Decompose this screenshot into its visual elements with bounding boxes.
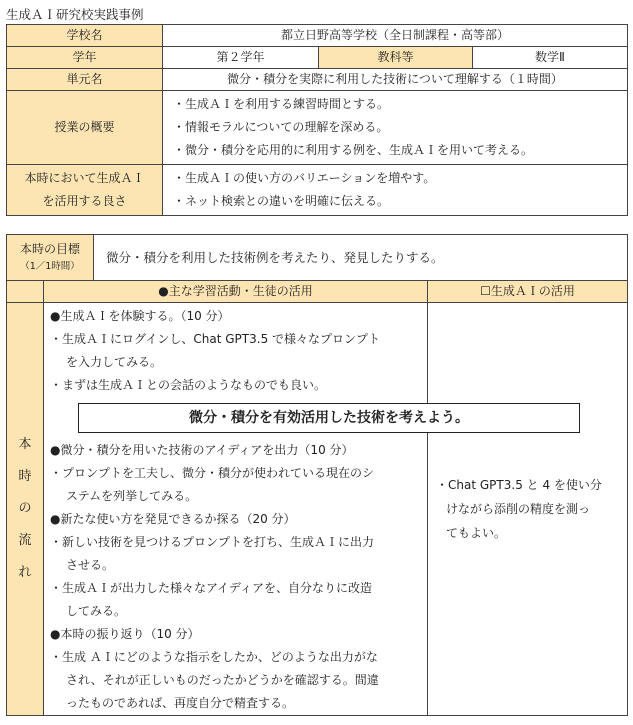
merit-item: ・生成ＡＩの使い方のバリエーションを増やす。 [173, 171, 436, 185]
ai-use-header: ☐生成ＡＩの活用 [428, 281, 628, 303]
activity-line: ・生成 ＡＩにどのような指示をしたか、どのような出力がな [50, 650, 378, 664]
activity-line: ・生成ＡＩにログインし、Chat GPT3.5 で様々なプロンプト [50, 332, 381, 346]
overview-label: 授業の概要 [7, 91, 163, 165]
flow-char: 流 [18, 533, 32, 548]
merit-label-line: を活用する良さ [42, 194, 127, 208]
flow-header-blank [7, 281, 44, 303]
lesson-info-table [6, 24, 628, 216]
subject-value: 数学Ⅱ [473, 47, 628, 69]
lesson-theme-banner: 微分・積分を有効活用した技術を考えよう。 [78, 403, 580, 433]
main-activities-header: ●主な学習活動・生徒の活用 [44, 281, 428, 303]
unit-value: 微分・積分を実際に利用した技術について理解する（１時間） [163, 69, 628, 91]
grade-value: 第２学年 [163, 47, 319, 69]
activity-line: ・プロンプトを工夫し、微分・積分が使われている現在のシ [50, 466, 375, 480]
merit-label-line: 本時において生成ＡＩ [24, 171, 145, 185]
flow-char: の [18, 501, 32, 516]
ai-use-line: てもよい。 [446, 526, 507, 540]
overview-item: ・生成ＡＩを利用する練習時間とする。 [173, 97, 390, 111]
school-value: 都立日野高等学校（全日制課程・高等部） [163, 25, 628, 47]
grade-label: 学年 [7, 47, 163, 69]
overview-item: ・微分・積分を応用的に利用する例を、生成ＡＩを用いて考える。 [173, 143, 534, 157]
section-heading: ●生成ＡＩを体験する。（10 分） [50, 309, 230, 323]
goal-label-cell [7, 235, 94, 281]
activity-line: してみる。 [66, 604, 127, 618]
subject-label: 教科等 [319, 47, 473, 69]
school-label: 学校名 [7, 25, 163, 47]
overview-list [163, 91, 628, 165]
merit-item: ・ネット検索との違いを明確に伝える。 [173, 194, 390, 208]
activity-line: され、それが正しいものだったかどうかを確認する。間違 [66, 673, 379, 687]
flow-label [7, 303, 44, 716]
merit-list [163, 165, 628, 216]
ai-use-cell [428, 303, 628, 716]
activity-line: ・まずは生成ＡＩとの会話のようなものでも良い。 [50, 378, 327, 392]
flow-char: 本 [18, 437, 32, 452]
section-heading: ●微分・積分を用いた技術のアイディアを出力（10 分） [50, 443, 354, 457]
flow-char: 時 [18, 469, 32, 484]
unit-label: 単元名 [7, 69, 163, 91]
merit-label [7, 165, 163, 216]
activity-line: ったものであれば、再度自分で精査する。 [66, 696, 295, 710]
ai-use-line: けながら添削の精度を測っ [446, 502, 591, 516]
activity-line: させる。 [66, 558, 115, 572]
document-title: 生成ＡＩ研究校実践事例 [6, 7, 144, 22]
activity-line: ステムを列挙してみる。 [66, 489, 198, 503]
lesson-plan-table [6, 234, 628, 716]
ai-use-line: ・Chat GPT3.5 と 4 を使い分 [436, 478, 602, 492]
goal-text: 微分・積分を利用した技術例を考えたり、発見したりする。 [94, 235, 628, 281]
section-heading: ●本時の振り返り（10 分） [50, 627, 200, 641]
activity-line: を入力してみる。 [66, 355, 163, 369]
goal-sublabel: （1／1時間） [20, 260, 80, 272]
goal-label: 本時の目標 [20, 241, 81, 256]
section-heading: ●新たな使い方を発見できるか探る（20 分） [50, 512, 296, 526]
activities-cell [44, 303, 469, 716]
flow-char: れ [18, 565, 32, 580]
activity-line: ・生成ＡＩが出力した様々なアイディアを、自分なりに改造 [50, 581, 372, 595]
activity-line: ・新しい技術を見つけるプロンプトを打ち、生成ＡＩに出力 [50, 535, 375, 549]
overview-item: ・情報モラルについての理解を深める。 [173, 120, 389, 134]
